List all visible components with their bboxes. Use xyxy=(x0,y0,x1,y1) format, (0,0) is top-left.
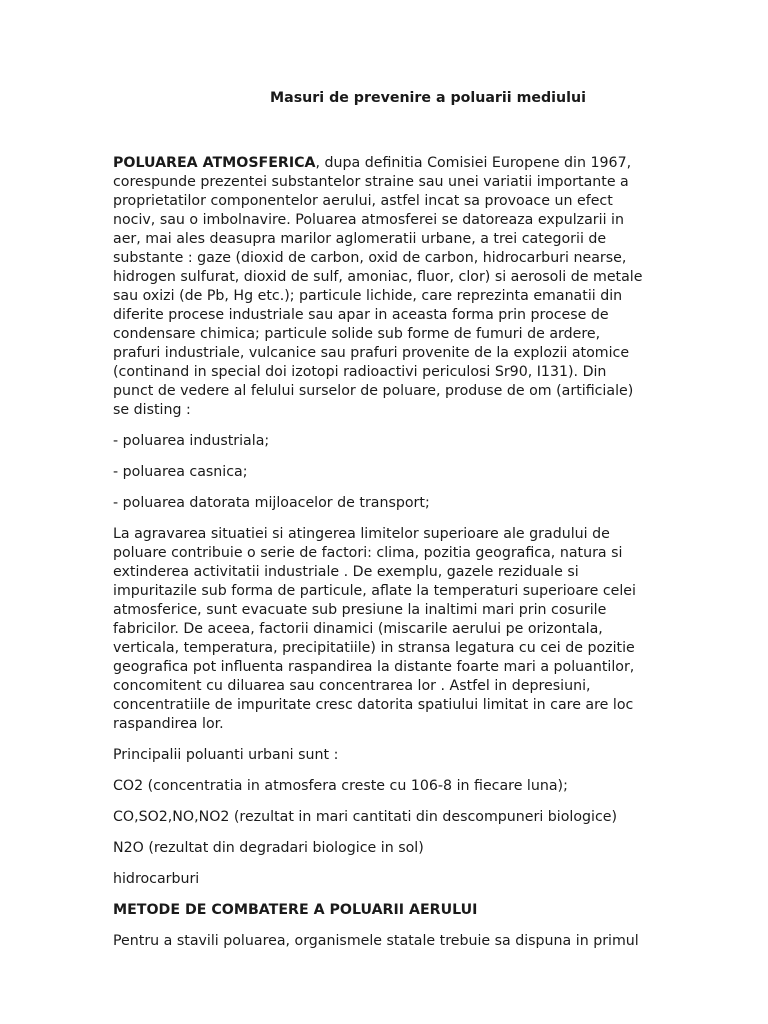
document-title: Masuri de prevenire a poluarii mediului xyxy=(270,90,586,106)
pollutant-hydrocarbons: hidrocarburi xyxy=(113,871,200,887)
list-item-industrial: - poluarea industriala; xyxy=(113,433,270,449)
intro-paragraph xyxy=(113,154,643,420)
pollutant-co-so2: CO,SO2,NO,NO2 (rezultat in mari cantitati din descompuneri biologice) xyxy=(113,809,618,825)
pollutant-n2o: N2O (rezultat din degradari biologice in sol) xyxy=(113,840,424,856)
section-heading: METODE DE COMBATERE A POLUARII AERULUI xyxy=(113,902,478,918)
list-item-household: - poluarea casnica; xyxy=(113,464,248,480)
closing-paragraph: Pentru a stavili poluarea, organismele statale trebuie sa dispuna in primul xyxy=(113,933,639,949)
intro-text: , dupa definitia Comisiei Europene din 1967, corespunde prezentei substantelor straine sau unei variatii importante a proprietatilor componentelor aerului, astfel incat sa provoace un efect nociv, sau o imbolnavire. Poluarea atmosferei se datoreaza expulzarii in aer, mai ales deasupra marilor aglomeratii urbane, a trei categorii de substante : gaze (dioxid de carbon, oxid de carbon, hidrocarburi nearse, hidrogen sulfurat, dioxid de sulf, amoniac, fluor, clor) si aerosoli de metale sau oxizi (de Pb, Hg etc.); particule lichide, care reprezinta emanatii din diferite procese industriale sau apar in aceasta forma prin procese de condensare chimica; particule solide sub forme de fumuri de ardere, prafuri industriale, vulcanice sau prafuri provenite de la explozii atomice (continand in special doi izotopi radioactivi periculosi Sr90, I131). Din punct de vedere al felului surselor de poluare, produse de om (artificiale) se disting : xyxy=(113,155,643,418)
factors-paragraph: La agravarea situatiei si atingerea limitelor superioare ale gradului de poluare contribuie o serie de factori: clima, pozitia geografica, natura si extinderea activitatii industriale . De exemplu, gazele reziduale si impuritazile sub forma de particule, aflate la temperaturi superioare celei atmosferice, sunt evacuate sub presiune la inaltimi mari prin cosurile fabricilor. De aceea, factorii dinamici (miscarile aerului pe orizontala, verticala, temperatura, precipitatiile) in stransa legatura cu cei de pozitie geografica pot influenta raspandirea la distante foarte mari a poluantilor, concomitent cu diluarea sau concentrarea lor . Astfel in depresiuni, concentratiile de impuritate cresc datorita spatiului limitat in care are loc raspandirea lor. xyxy=(113,526,636,732)
pollutant-co2: CO2 (concentratia in atmosfera creste cu 106-8 in fiecare luna); xyxy=(113,778,568,794)
list-item-transport: - poluarea datorata mijloacelor de transport; xyxy=(113,495,430,511)
intro-heading: POLUAREA ATMOSFERICA xyxy=(113,155,316,171)
document-body xyxy=(113,154,643,963)
pollutants-intro: Principalii poluanti urbani sunt : xyxy=(113,747,339,763)
